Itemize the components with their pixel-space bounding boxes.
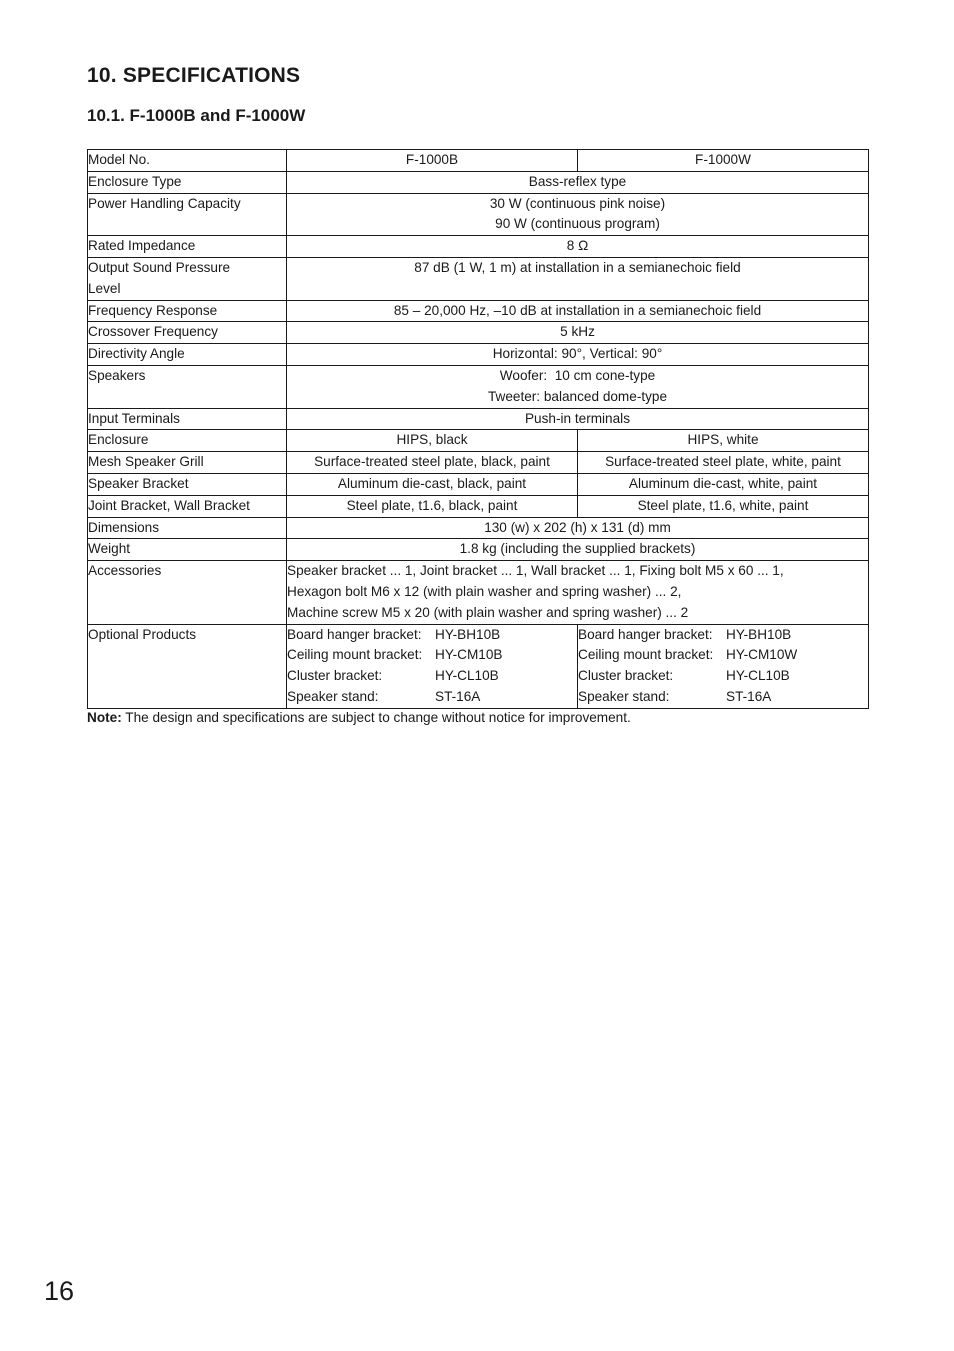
row-label: Mesh Speaker Grill (88, 452, 287, 474)
label-line: Level (88, 280, 121, 296)
note-label: Note: (87, 710, 122, 725)
table-row (88, 365, 869, 408)
value-line: Woofer: 10 cm cone-type (499, 367, 656, 383)
row-label: Joint Bracket, Wall Bracket (88, 495, 287, 517)
value-f1000w: Steel plate, t1.6, white, paint (578, 495, 869, 517)
row-value: 8 Ω (287, 236, 869, 258)
model-f1000b: F-1000B (287, 150, 578, 172)
list-item (287, 625, 577, 646)
table-row (88, 561, 869, 624)
row-label: Rated Impedance (88, 236, 287, 258)
table-row (88, 539, 869, 561)
table-row (88, 236, 869, 258)
page-number: 16 (44, 1276, 75, 1306)
table-row (88, 322, 869, 344)
table-row (88, 517, 869, 539)
table-row (88, 257, 869, 300)
row-label: Power Handling Capacity (88, 193, 287, 236)
row-value: 1.8 kg (including the supplied brackets) (287, 539, 869, 561)
item-label: Ceiling mount bracket: (287, 647, 423, 663)
row-value (287, 193, 869, 236)
value-f1000b: Aluminum die-cast, black, paint (287, 473, 578, 495)
row-value: 130 (w) x 202 (h) x 131 (d) mm (287, 517, 869, 539)
item-value: HY-BH10B (726, 626, 792, 642)
row-value: Push-in terminals (287, 408, 869, 430)
value-f1000b: Steel plate, t1.6, black, paint (287, 495, 578, 517)
value-f1000w: HIPS, white (578, 430, 869, 452)
table-row (88, 344, 869, 366)
value-f1000b: Surface-treated steel plate, black, paint (287, 452, 578, 474)
table-row (88, 300, 869, 322)
row-value: Horizontal: 90°, Vertical: 90° (287, 344, 869, 366)
table-row (88, 171, 869, 193)
item-value: HY-CL10B (726, 668, 790, 684)
row-label: Input Terminals (88, 408, 287, 430)
item-label: Cluster bracket: (287, 668, 383, 684)
list-item (287, 645, 577, 666)
note (87, 710, 631, 725)
table-row (88, 452, 869, 474)
specifications-table (87, 149, 869, 709)
row-label: Crossover Frequency (88, 322, 287, 344)
list-item (578, 687, 868, 708)
label-line: Output Sound Pressure (88, 259, 231, 275)
item-value: ST-16A (726, 688, 772, 704)
list-item (287, 666, 577, 687)
item-value: HY-BH10B (435, 626, 501, 642)
list-item (578, 666, 868, 687)
table-row (88, 624, 869, 708)
accessory-line: Machine screw M5 x 20 (with plain washer and spring washer) ... 2 (287, 604, 689, 620)
item-value: HY-CL10B (435, 668, 499, 684)
optional-products-f1000w (578, 624, 869, 708)
model-f1000w: F-1000W (578, 150, 869, 172)
item-label: Speaker stand: (287, 688, 379, 704)
value-line: Tweeter: balanced dome-type (487, 388, 668, 404)
row-label: Speakers (88, 365, 287, 408)
list-item (287, 687, 577, 708)
item-label: Cluster bracket: (578, 668, 674, 684)
accessory-line: Hexagon bolt M6 x 12 (with plain washer and spring washer) ... 2, (287, 583, 682, 599)
table-row (88, 430, 869, 452)
value-line: 30 W (continuous pink noise) (489, 195, 666, 211)
note-text: The design and specifications are subject to change without notice for improvement. (121, 710, 631, 725)
item-label: Board hanger bracket: (578, 626, 713, 642)
list-item (578, 625, 868, 646)
item-value: HY-CM10B (435, 647, 503, 663)
list-item (578, 645, 868, 666)
table-row (88, 495, 869, 517)
row-label: Dimensions (88, 517, 287, 539)
item-value: ST-16A (435, 688, 481, 704)
row-value (287, 365, 869, 408)
row-label: Weight (88, 539, 287, 561)
row-label: Model No. (88, 150, 287, 172)
row-label: Enclosure Type (88, 171, 287, 193)
item-label: Ceiling mount bracket: (578, 647, 714, 663)
row-value: Bass-reflex type (287, 171, 869, 193)
row-value: 87 dB (1 W, 1 m) at installation in a semianechoic field (287, 257, 869, 300)
table-row (88, 473, 869, 495)
value-f1000b: HIPS, black (287, 430, 578, 452)
accessory-line: Speaker bracket ... 1, Joint bracket ... 1, Wall bracket ... 1, Fixing bolt M5 x 60 ... 1, (287, 563, 784, 579)
section-title: 10. SPECIFICATIONS (87, 64, 301, 87)
row-label: Enclosure (88, 430, 287, 452)
row-label: Frequency Response (88, 300, 287, 322)
table-row (88, 408, 869, 430)
value-f1000w: Aluminum die-cast, white, paint (578, 473, 869, 495)
row-label: Speaker Bracket (88, 473, 287, 495)
row-value: 85 – 20,000 Hz, –10 dB at installation in a semianechoic field (287, 300, 869, 322)
row-label (88, 257, 287, 300)
row-label: Optional Products (88, 624, 287, 708)
value-f1000w: Surface-treated steel plate, white, paint (578, 452, 869, 474)
item-label: Speaker stand: (578, 688, 670, 704)
value-line: 90 W (continuous program) (495, 216, 660, 232)
accessories-list (287, 561, 869, 624)
table-row (88, 150, 869, 172)
row-value: 5 kHz (287, 322, 869, 344)
subsection-title: 10.1. F-1000B and F-1000W (87, 106, 306, 125)
row-label: Directivity Angle (88, 344, 287, 366)
item-value: HY-CM10W (726, 647, 798, 663)
optional-products-f1000b (287, 624, 578, 708)
row-label: Accessories (88, 561, 287, 624)
table-row (88, 193, 869, 236)
item-label: Board hanger bracket: (287, 626, 422, 642)
